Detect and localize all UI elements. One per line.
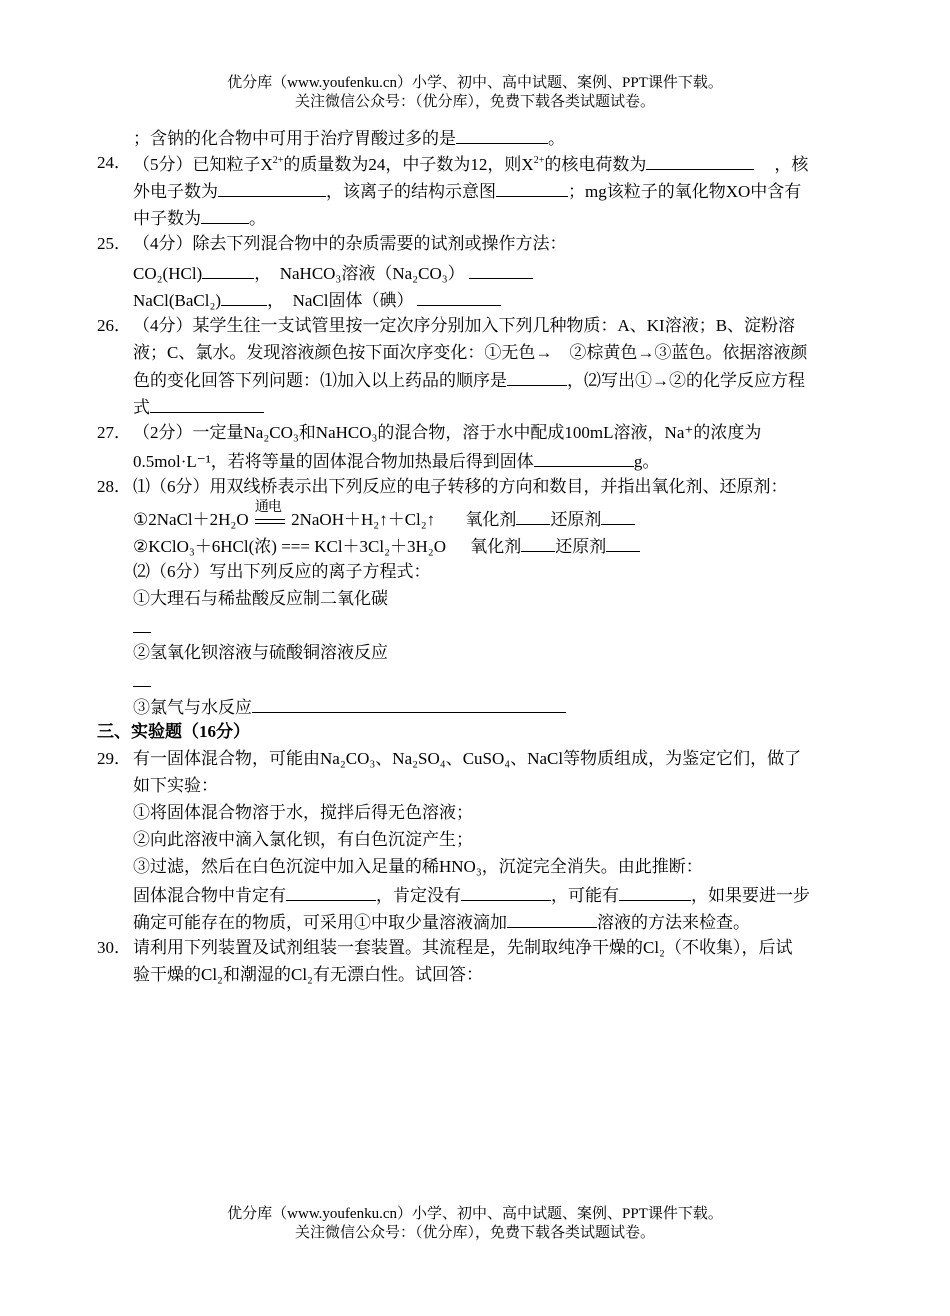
charge-sup: 2+ — [272, 155, 284, 166]
q24-text-h: 中子数为 — [133, 209, 201, 228]
q29-text-f: 溶液的方法来检查。 — [597, 913, 750, 932]
q26-line-4 — [133, 394, 264, 420]
footer-line-2: 关注微信公众号：（优分库），免费下载各类试题试卷。 — [294, 1225, 655, 1241]
oxidant-label: 氧化剂 — [465, 510, 517, 529]
answer-blank[interactable] — [619, 882, 691, 901]
q25-line-2: CO₂(HCl) ， NaHCO₃溶液（Na₂CO₃） — [133, 260, 533, 286]
condition-text: 通电 — [254, 500, 281, 515]
q23-tail: ；含钠的化合物中可用于治疗胃酸过多的是 。 — [133, 125, 565, 151]
q29-text-e: 确定可能存在的物质，可采用①中取少量溶液滴加 — [133, 913, 507, 932]
footer-line-1: 优分库（www.youfenku.cn）小学、初中、高中试题、案例、PPT课件下载。 — [227, 1206, 723, 1222]
q24-line-1 — [133, 151, 808, 177]
q24-number: 24． — [97, 153, 131, 172]
answer-blank[interactable] — [507, 367, 567, 386]
answer-blank[interactable] — [221, 287, 267, 306]
q27-line-2 — [133, 448, 659, 474]
answer-blank[interactable] — [534, 448, 634, 467]
q28-line-2: ⑵（6分）写出下列反应的离子方程式： — [133, 562, 431, 581]
q29-text-a: 固体混合物中肯定有 — [133, 886, 286, 905]
q25-item-b: NaHCO₃溶液（Na₂CO₃） — [279, 264, 465, 283]
q24-text-b: 的质量数为24，中子数为12，则X — [283, 155, 534, 174]
q30-number: 30． — [97, 938, 131, 957]
q25-line-3: NaCl(BaCl₂) ， NaCl固体（碘） — [133, 287, 501, 313]
q25-number: 25． — [97, 234, 131, 253]
q29-line-1: 有一固体混合物，可能由Na₂CO₃、Na₂SO₄、CuSO₄、NaCl等物质组成，为鉴定它们，做了 — [133, 749, 802, 768]
q29-text-b: ，肯定没有 — [376, 886, 461, 905]
answer-blank[interactable] — [496, 178, 568, 197]
answer-blank[interactable] — [201, 205, 249, 224]
answer-blank[interactable] — [646, 151, 754, 170]
reductant-label: 还原剂 — [550, 510, 602, 529]
q28-number: 28． — [97, 477, 131, 496]
q28-line-1: ⑴（6分）用双线桥表示出下列反应的电子转移的方向和数目，并指出氧化剂、还原剂： — [133, 477, 788, 496]
q26-number: 26． — [97, 316, 131, 335]
q25-item-c: NaCl(BaCl₂) — [133, 291, 222, 310]
q29-step-1: ①将固体混合物溶于水，搅拌后得无色溶液； — [133, 803, 473, 822]
q28-ionic-3-text: ③氯气与水反应 — [133, 698, 252, 717]
answer-blank[interactable] — [218, 178, 326, 197]
q25-line-1: （4分）除去下列混合物中的杂质需要的试剂或操作方法： — [133, 234, 567, 253]
q24-line-2 — [133, 178, 801, 204]
header-line-1: 优分库（www.youfenku.cn）小学、初中、高中试题、案例、PPT课件下载。 — [227, 75, 723, 91]
q24-text-f: ，该离子的结构示意图 — [326, 182, 496, 201]
q25-item-a: CO₂(HCl) — [133, 264, 203, 283]
answer-blank[interactable] — [133, 668, 151, 687]
charge-sup: 2+ — [533, 155, 545, 166]
q26-line-1: （4分）某学生往一支试管里按一定次序分别加入下列几种物质：A、KI溶液；B、淀粉溶 — [133, 316, 796, 335]
answer-blank[interactable] — [469, 260, 533, 279]
q29-text-c: ，可能有 — [551, 886, 619, 905]
q27-number: 27． — [97, 423, 131, 442]
q26-text-c: 式 — [133, 398, 150, 417]
reaction-2-equation: ②KClO₃＋6HCl(浓) === KCl＋3Cl₂＋3H₂O — [133, 537, 447, 556]
answer-blank[interactable] — [252, 694, 566, 713]
q29-step-3: ③过滤，然后在白色沉淀中加入足量的稀HNO₃，沉淀完全消失。由此推断： — [133, 857, 703, 876]
answer-blank[interactable] — [516, 506, 550, 525]
answer-blank[interactable] — [601, 506, 635, 525]
q28-ionic-1: ①大理石与稀盐酸反应制二氧化碳 — [133, 589, 388, 608]
section-3-heading: 三、实验题（16分） — [97, 722, 250, 741]
q26-line-2: 液；C、氯水。发现溶液颜色按下面次序变化：①无色→ ②棕黄色→③蓝色。依据溶液颜 — [133, 343, 808, 362]
answer-blank[interactable] — [286, 882, 376, 901]
q25-item-d: NaCl固体（碘） — [292, 291, 414, 310]
q29-number: 29． — [97, 749, 131, 768]
answer-blank[interactable] — [150, 394, 264, 413]
oxidant-label: 氧化剂 — [470, 537, 522, 556]
q28-ionic-1-answer — [133, 614, 151, 640]
q27-text-b: g。 — [633, 452, 660, 471]
q27-text-a: 0.5mol·L⁻¹，若将等量的固体混合物加热最后得到固体 — [133, 452, 534, 471]
q29-step-2: ②向此溶液中滴入氯化钡，有白色沉淀产生； — [133, 830, 473, 849]
q28-ionic-2-answer — [133, 668, 151, 694]
q28-ionic-2: ②氢氧化钡溶液与硫酸铜溶液反应 — [133, 643, 388, 662]
reaction-1-products: 2NaOH＋H₂↑＋Cl₂↑ — [291, 510, 436, 529]
answer-blank[interactable] — [202, 260, 254, 279]
q24-text-g: ；mg该粒子的氧化物XO中含有 — [568, 182, 802, 201]
q28-reaction-2 — [133, 533, 640, 559]
q24-text-c: 的核电荷数为 — [544, 155, 647, 174]
q29-line-2: 如下实验： — [133, 776, 218, 795]
answer-blank[interactable] — [417, 287, 501, 306]
q24-line-3: 中子数为 。 — [133, 205, 266, 231]
q28-reaction-1 — [133, 500, 635, 532]
q24-text-a: （5分）已知粒子X — [133, 155, 273, 174]
q23-tail-text: ；含钠的化合物中可用于治疗胃酸过多的是 — [133, 129, 456, 148]
q26-line-3 — [133, 367, 805, 393]
reaction-1-reactants: ①2NaCl＋2H₂O — [133, 510, 249, 529]
q29-conclusion-1 — [133, 882, 810, 908]
answer-blank[interactable] — [507, 909, 597, 928]
electrolysis-condition — [254, 500, 285, 532]
q29-conclusion-2 — [133, 909, 750, 935]
header-line-2: 关注微信公众号：（优分库），免费下载各类试题试卷。 — [294, 94, 655, 110]
answer-blank[interactable] — [456, 125, 548, 144]
q26-text-b: ，⑵写出①→②的化学反应方程 — [567, 371, 805, 390]
answer-blank[interactable] — [521, 533, 555, 552]
q27-line-1: （2分）一定量Na₂CO₃和NaHCO₃的混合物，溶于水中配成100mL溶液，Na⁺的浓度为 — [133, 423, 762, 442]
answer-blank[interactable] — [461, 882, 551, 901]
q30-line-2: 验干燥的Cl₂和潮湿的Cl₂有无漂白性。试回答： — [133, 965, 483, 984]
answer-blank[interactable] — [606, 533, 640, 552]
reductant-label: 还原剂 — [555, 537, 607, 556]
q26-text-a: 色的变化回答下列问题：⑴加入以上药品的顺序是 — [133, 371, 507, 390]
answer-blank[interactable] — [133, 614, 151, 633]
q28-ionic-3 — [133, 694, 566, 720]
q24-text-e: 外电子数为 — [133, 182, 218, 201]
q30-line-1: 请利用下列装置及试剂组装一套装置。其流程是，先制取纯净干燥的Cl₂（不收集），后试 — [133, 938, 793, 957]
q24-text-d: ，核 — [774, 155, 809, 174]
q29-text-d: ，如果要进一步 — [691, 886, 810, 905]
